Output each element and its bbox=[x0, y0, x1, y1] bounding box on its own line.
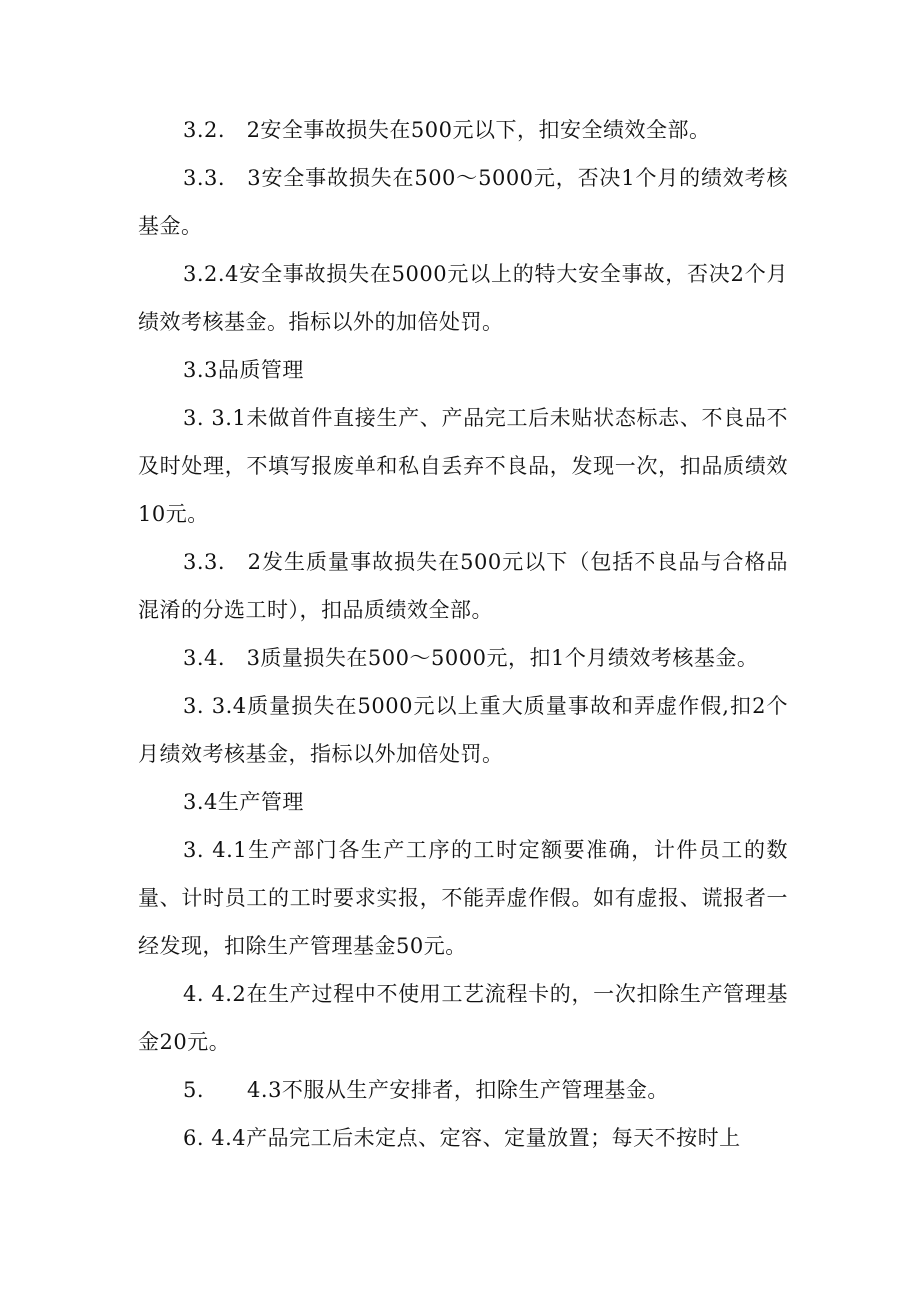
paragraph-3-3-2: 3.3. 2发生质量事故损失在500元以下（包括不良品与合格品混淆的分选工时），扣品质绩效全部。 bbox=[138, 550, 788, 622]
paragraph-4-2: 4. 4.2在生产过程中不使用工艺流程卡的，一次扣除生产管理基金20元。 bbox=[138, 982, 788, 1054]
section-heading-production: 3.4生产管理 bbox=[183, 790, 304, 814]
paragraph-4-3: 5. 4.3不服从生产安排者，扣除生产管理基金。 bbox=[183, 1078, 669, 1102]
paragraph-3-3-3: 3.3. 3安全事故损失在500～5000元，否决1个月的绩效考核基金。 bbox=[138, 166, 788, 238]
paragraph-4-4: 6. 4.4产品完工后未定点、定容、定量放置；每天不按时上 bbox=[183, 1126, 741, 1150]
paragraph-4-1: 3. 4.1生产部门各生产工序的工时定额要准确，计件员工的数量、计时员工的工时要求实报，不能弄虚作假。如有虚报、谎报者一经发现，扣除生产管理基金50元。 bbox=[138, 838, 788, 958]
document-body bbox=[138, 106, 788, 1162]
section-heading-quality: 3.3品质管理 bbox=[183, 358, 304, 382]
paragraph-3-3-1: 3. 3.1未做首件直接生产、产品完工后未贴状态标志、不良品不及时处理，不填写报废单和私自丢弃不良品，发现一次，扣品质绩效10元。 bbox=[138, 406, 788, 526]
paragraph-3-4-3: 3.4. 3质量损失在500～5000元，扣1个月绩效考核基金。 bbox=[183, 646, 759, 670]
paragraph-3-2-2: 3.2. 2安全事故损失在500元以下，扣安全绩效全部。 bbox=[183, 118, 711, 142]
paragraph-3-2-4: 3.2.4安全事故损失在5000元以上的特大安全事故，否决2个月绩效考核基金。指标以外的加倍处罚。 bbox=[138, 262, 788, 334]
paragraph-3-3-4: 3. 3.4质量损失在5000元以上重大质量事故和弄虚作假,扣2个月绩效考核基金，指标以外加倍处罚。 bbox=[138, 694, 788, 766]
